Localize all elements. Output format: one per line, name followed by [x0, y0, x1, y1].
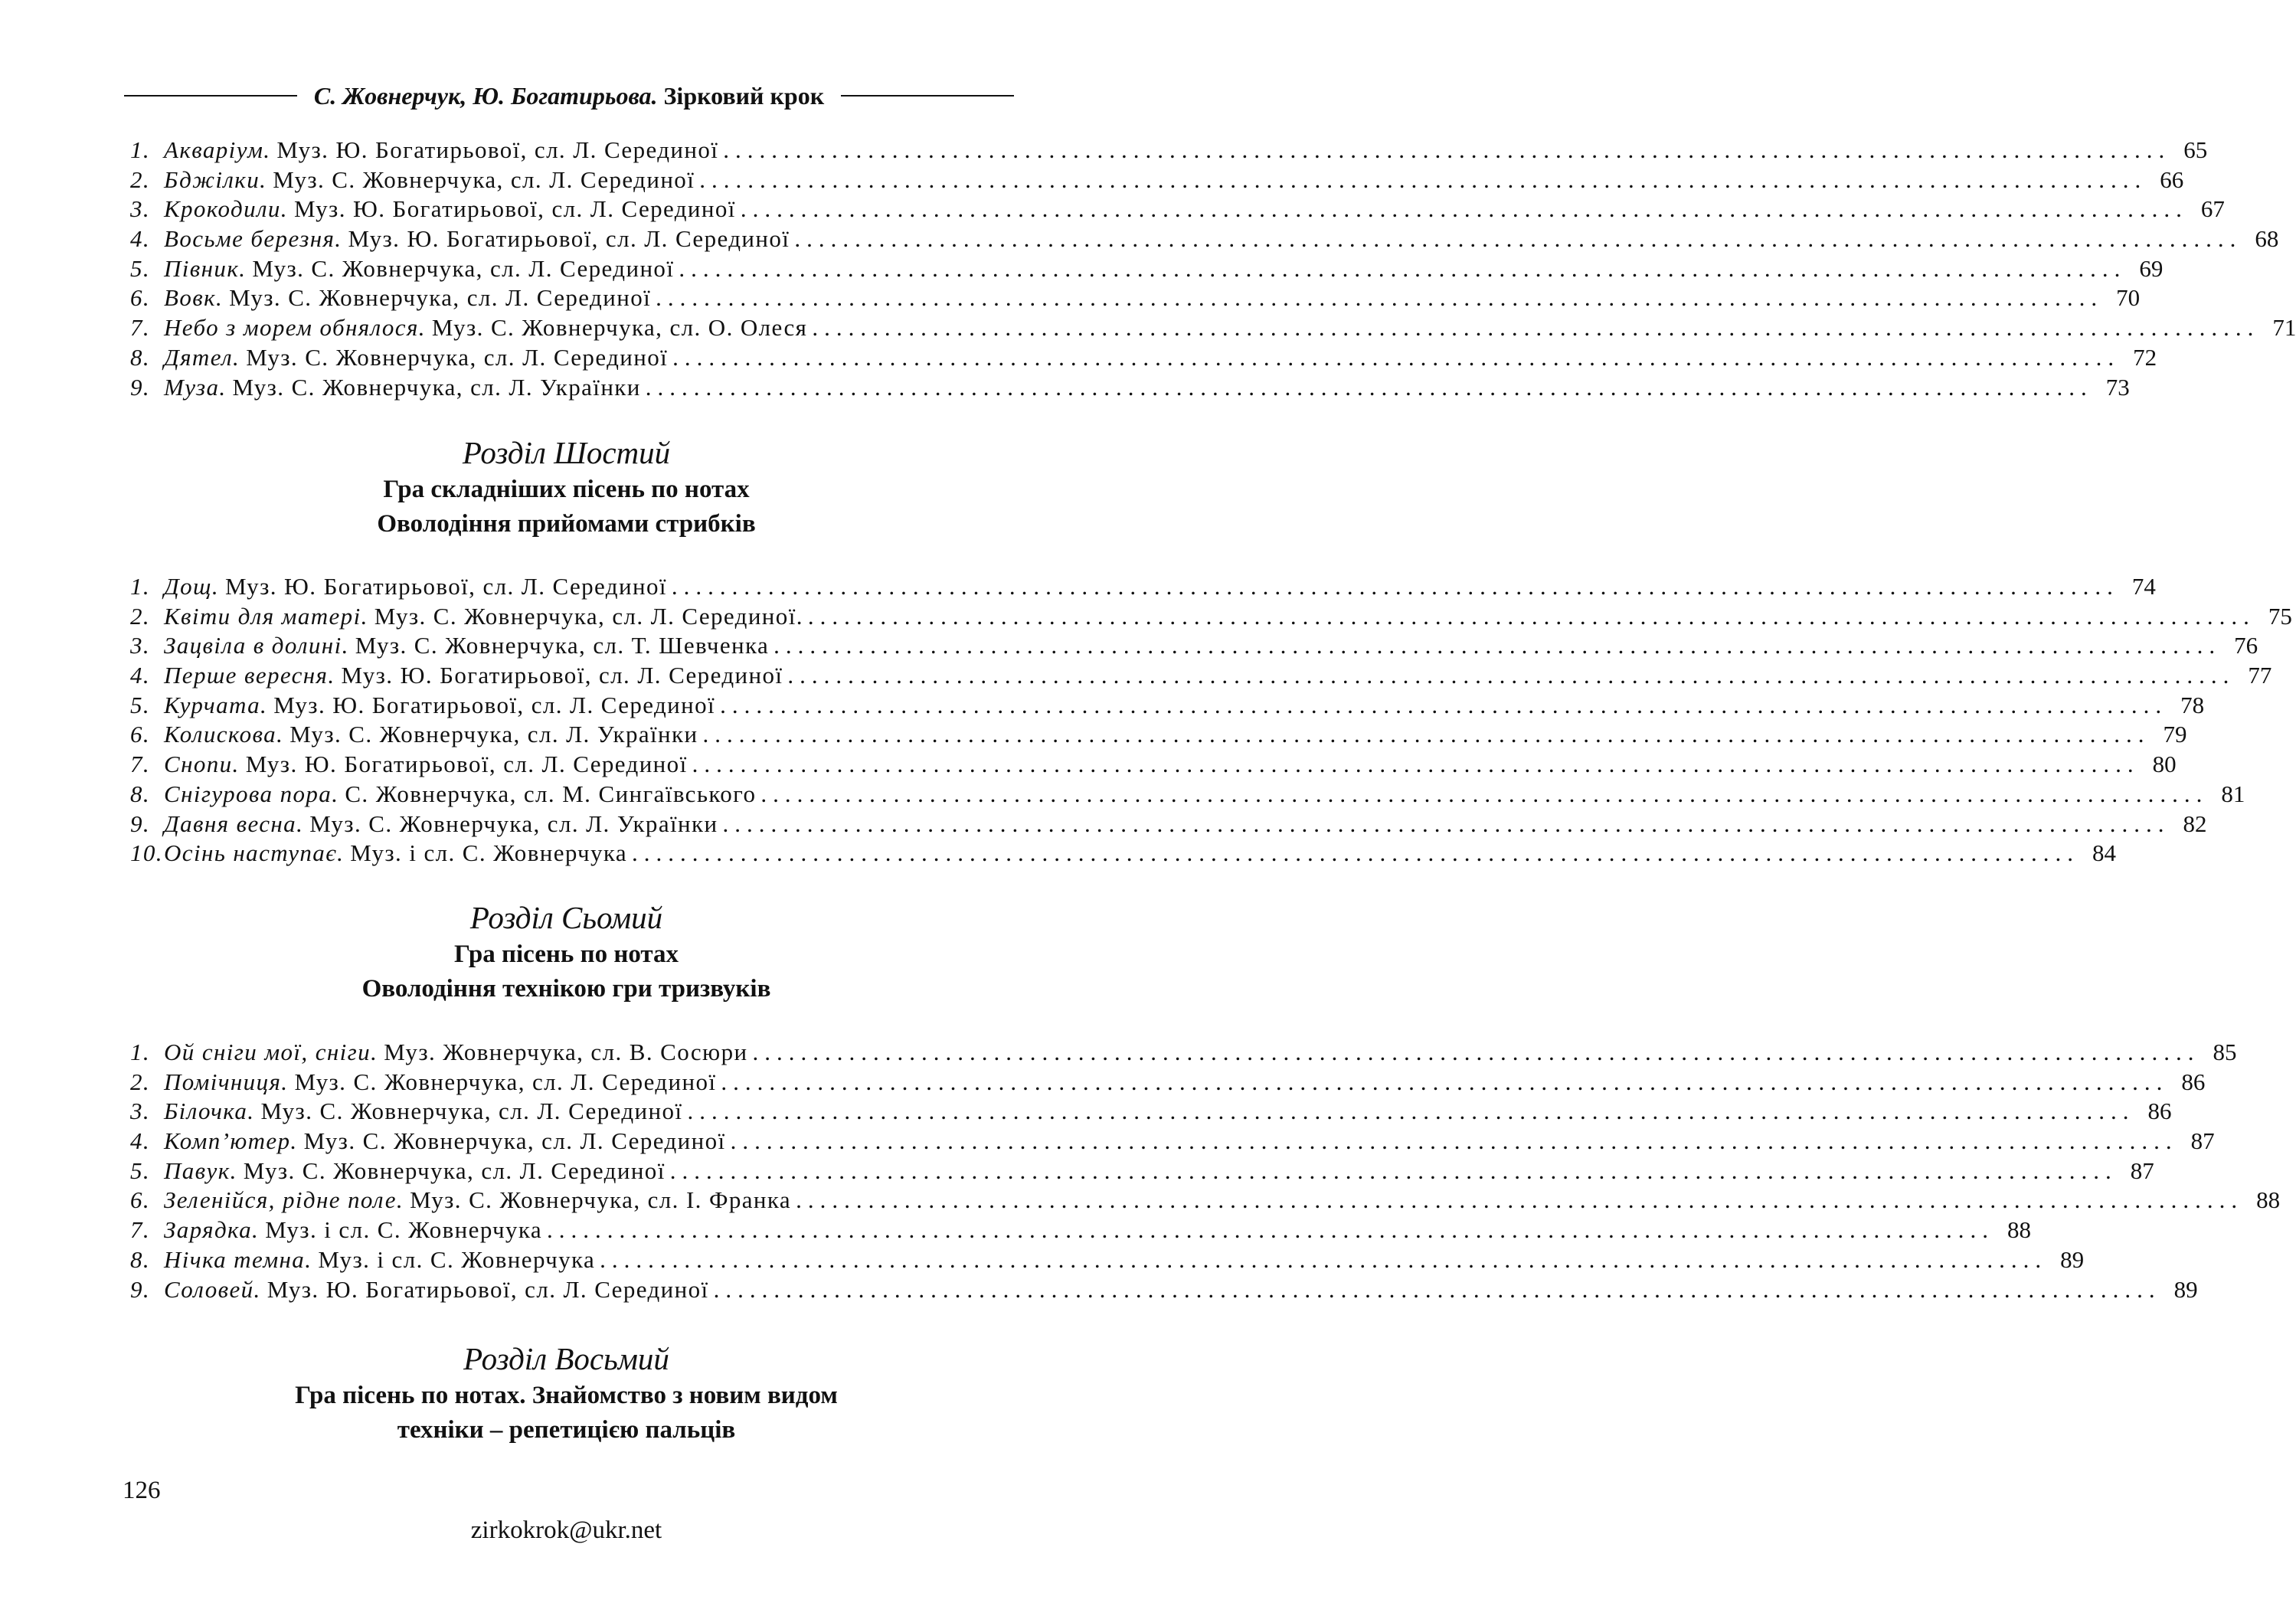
toc-entry-page: 86: [2147, 1098, 2172, 1125]
toc-entry-song-title: Павук.: [164, 1156, 237, 1184]
toc-entry-page: 69: [2139, 254, 2164, 282]
toc-entry-song-title: Ой сніги мої, сніги.: [164, 1039, 378, 1065]
toc-entry: [130, 602, 2292, 633]
toc-entry-credit: Муз. С. Жовнерчука, сл. Л. Серединої: [303, 1127, 726, 1155]
toc-leader-dots: ........................................................................................................................: [546, 1216, 1994, 1244]
toc-entry: [130, 1216, 2031, 1246]
toc-entry-song-title: Вовк.: [164, 284, 224, 312]
toc-entry: [130, 632, 2258, 662]
toc-entry-credit: Муз. і сл. С. Жовнерчука: [265, 1216, 542, 1244]
page-number: 126: [123, 1477, 161, 1504]
toc-entry-credit: Муз. С. Жовнерчука, сл. Т. Шевченка: [355, 632, 770, 659]
toc-leader-dots: ........................................................................................................................: [720, 691, 2168, 718]
toc-entry-number: 1.: [130, 573, 151, 600]
toc-entry-credit: Муз. С. Жовнерчука, сл. О. Олеся: [431, 314, 808, 342]
toc-entry-number: 6.: [130, 284, 151, 312]
toc-entry-song-title: Зарядка.: [164, 1216, 260, 1244]
toc-entry-credit: Муз. Ю. Богатирьової, сл. Л. Серединої: [341, 662, 783, 689]
section-subtitle: Оволодіння прийомами стрибків: [377, 510, 756, 538]
toc-leader-dots: ........................................................................................................................: [721, 1068, 2169, 1095]
toc-entry-song-title: Восьме березня.: [164, 225, 342, 253]
toc-entry-page: 89: [2173, 1275, 2198, 1303]
toc-entry-page: 85: [2213, 1039, 2237, 1065]
toc-entry-number: 9.: [130, 810, 151, 837]
section-subtitle: техніки – репетицією пальців: [397, 1416, 736, 1444]
toc-entry-credit: Муз. С. Жовнерчука, сл. Л. Серединої: [243, 1156, 666, 1184]
toc-entry-credit: Муз. С. Жовнерчука, сл. Л. Українки: [289, 721, 698, 748]
toc-leader-dots: ........................................................................................................................: [669, 1156, 2118, 1184]
toc-leader-dots: ........................................................................................................................: [600, 1245, 2048, 1273]
toc-entry-page: 68: [2255, 225, 2279, 253]
toc-entry-song-title: Снопи.: [164, 751, 240, 778]
toc-entry: [130, 1127, 2215, 1157]
toc-entry-song-title: Дощ.: [164, 573, 219, 600]
header-title: [297, 82, 841, 110]
toc-entry: [130, 165, 2184, 196]
toc-entry-page: 89: [2060, 1245, 2085, 1273]
toc-entry-credit: Муз. С. Жовнерчука, сл. Л. Серединої: [252, 254, 675, 282]
toc-entry-credit: Муз. Ю. Богатирьової, сл. Л. Серединої: [293, 195, 736, 223]
toc-entry: [130, 1068, 2206, 1098]
toc-entry: [130, 254, 2164, 285]
toc-leader-dots: ........................................................................................................................: [730, 1127, 2178, 1155]
toc-entry-page: 67: [2200, 195, 2225, 223]
toc-entry-number: 9.: [130, 1275, 151, 1303]
toc-entry-song-title: Бджілки.: [164, 165, 267, 193]
toc-entry-song-title: Білочка.: [164, 1098, 255, 1125]
toc-entry-page: 71: [2272, 314, 2296, 342]
toc-entry-credit: Муз. С. Жовнерчука, сл. Л. Серединої: [260, 1098, 683, 1125]
toc-entry-number: 8.: [130, 780, 151, 807]
toc-entry-page: 73: [2105, 373, 2130, 401]
toc-entry-credit: Муз. Ю. Богатирьової, сл. Л. Серединої: [273, 691, 716, 718]
toc-entry-number: 4.: [130, 662, 151, 689]
toc-entry-page: 75: [2268, 602, 2292, 630]
toc-entry-page: 88: [2007, 1216, 2031, 1244]
toc-entry: [130, 839, 2117, 869]
section-title: Розділ Шостий: [462, 435, 671, 470]
toc-entry-credit: Муз. Ю. Богатирьової, сл. Л. Серединої: [276, 136, 719, 163]
toc-entry-page: 87: [2130, 1156, 2154, 1184]
toc-entry-number: 3.: [130, 632, 151, 659]
toc-entry-number: 7.: [130, 1216, 151, 1244]
toc-entry-number: 1.: [130, 136, 151, 163]
header-rule-right: [841, 95, 1014, 97]
toc-entry-page: 66: [2160, 165, 2184, 193]
toc-list-part5: [130, 136, 2296, 403]
toc-entry-song-title: Нічка темна.: [164, 1245, 312, 1273]
toc-entry: [130, 225, 2279, 255]
toc-entry-number: 3.: [130, 195, 151, 223]
toc-entry-number: 1.: [130, 1039, 151, 1065]
toc-entry-number: 2.: [130, 602, 151, 630]
toc-entry-song-title: Муза.: [164, 373, 227, 401]
toc-entry-page: 82: [2183, 810, 2207, 837]
toc-entry-song-title: Давня весна.: [164, 810, 304, 837]
section-title: Розділ Восьмий: [463, 1341, 669, 1376]
toc-entry: [130, 314, 2296, 344]
toc-leader-dots: ........................................................................................................................: [752, 1039, 2200, 1065]
toc-entry-number: 2.: [130, 165, 151, 193]
toc-entry-page: 88: [2256, 1186, 2281, 1214]
toc-entry: [130, 1039, 2237, 1068]
toc-entry-song-title: Півник.: [164, 254, 247, 282]
toc-entry-song-title: Акваріум.: [164, 136, 271, 163]
running-header: [124, 77, 1014, 115]
section-subtitle: Гра пісень по нотах: [453, 941, 679, 968]
toc-entry: [130, 662, 2272, 692]
toc-entry-credit: Муз. і сл. С. Жовнерчука: [350, 839, 628, 867]
toc-entry-credit: Муз. і сл. С. Жовнерчука: [318, 1245, 596, 1273]
toc-leader-dots: ........................................................................................................................: [656, 284, 2104, 312]
toc-entry-song-title: Колискова.: [164, 721, 284, 748]
toc-entry-page: 74: [2131, 573, 2156, 600]
toc-leader-dots: ........................................................................................................................: [722, 810, 2170, 837]
toc-entry-credit: С. Жовнерчука, сл. М. Сингаївського: [345, 780, 757, 807]
toc-leader-dots: ........................................................................................................................: [760, 780, 2209, 807]
section-subtitle: Оволодіння технікою гри тризвуків: [361, 975, 771, 1003]
toc-leader-dots: ........................................................................................................................: [672, 343, 2121, 371]
section-subtitle: Гра пісень по нотах. Знайомство з новим видом: [295, 1382, 838, 1409]
toc-leader-dots: ........................................................................................................................: [679, 254, 2127, 282]
toc-entry-page: 84: [2092, 839, 2117, 867]
toc-entry-number: 6.: [130, 721, 151, 748]
toc-entry-page: 81: [2221, 780, 2245, 807]
toc-entry-page: 65: [2183, 136, 2208, 163]
toc-entry-song-title: Курчата.: [164, 691, 268, 718]
toc-entry-number: 2.: [130, 1068, 151, 1095]
toc-entry-song-title: Небо з морем обнялося.: [164, 314, 426, 342]
toc-entry-page: 86: [2181, 1068, 2206, 1095]
toc-entry-number: 5.: [130, 691, 151, 718]
toc-entry: [130, 780, 2245, 810]
toc-entry-song-title: Дятел.: [164, 343, 240, 371]
toc-entry-number: 7.: [130, 751, 151, 778]
footer-email: zirkokrok@ukr.net: [470, 1516, 662, 1544]
toc-entry-page: 76: [2234, 632, 2258, 659]
toc-entry: [130, 1186, 2281, 1216]
section-heading-7: [0, 898, 1133, 1006]
toc-leader-dots: ........................................................................................................................: [796, 1186, 2244, 1214]
toc-entry-number: 5.: [130, 254, 151, 282]
toc-entry-song-title: Осінь наступає.: [164, 839, 345, 867]
toc-leader-dots: ........................................................................................................................: [807, 602, 2255, 630]
toc-entry-credit: Муз. С. Жовнерчука, сл. Л. Серединої: [246, 343, 669, 371]
toc-entry-page: 78: [2180, 691, 2205, 718]
toc-entry-number: 7.: [130, 314, 151, 342]
toc-entry-credit: Муз. Ю. Богатирьової, сл. Л. Серединої: [267, 1275, 709, 1303]
toc-leader-dots: ........................................................................................................................: [632, 839, 2080, 867]
toc-entry-number: 8.: [130, 1245, 151, 1273]
toc-entry-page: 80: [2152, 751, 2177, 778]
toc-entry: [130, 1098, 2172, 1127]
toc-entry-credit: Муз. С. Жовнерчука, сл. Л. Серединої: [294, 1068, 717, 1095]
header-book: Зірковий крок: [663, 81, 825, 110]
toc-entry-song-title: Комп’ютер.: [164, 1127, 298, 1155]
toc-entry-song-title: Зацвіла в долині.: [164, 632, 349, 659]
toc-entry: [130, 373, 2130, 404]
toc-entry-credit: Муз. С. Жовнерчука, сл. Л. Серединої: [229, 284, 652, 312]
toc-entry: [130, 751, 2177, 780]
toc-entry: [130, 284, 2141, 314]
toc-leader-dots: ........................................................................................................................: [645, 373, 2093, 401]
header-authors: С. Жовнерчук, Ю. Богатирьова.: [313, 81, 658, 110]
toc-leader-dots: ........................................................................................................................: [812, 314, 2260, 342]
toc-leader-dots: ........................................................................................................................: [692, 751, 2140, 778]
toc-entry: [130, 1156, 2154, 1187]
toc-entry-page: 87: [2190, 1127, 2215, 1155]
section-title: Розділ Сьомий: [469, 900, 663, 935]
toc-leader-dots: ........................................................................................................................: [671, 573, 2119, 600]
toc-leader-dots: ........................................................................................................................: [713, 1275, 2161, 1303]
toc-entry-number: 5.: [130, 1156, 151, 1184]
toc-entry-page: 79: [2163, 721, 2187, 748]
toc-entry: [130, 343, 2157, 374]
toc-entry-page: 72: [2133, 343, 2157, 371]
toc-entry-number: 4.: [130, 1127, 151, 1155]
toc-leader-dots: ........................................................................................................................: [687, 1098, 2135, 1125]
toc-entry-page: 77: [2248, 662, 2272, 689]
toc-leader-dots: ........................................................................................................................: [723, 136, 2171, 163]
toc-list-part6: [130, 573, 2292, 869]
toc-entry-song-title: Зеленійся, рідне поле.: [164, 1186, 404, 1214]
toc-entry-number: 8.: [130, 343, 151, 371]
toc-list-part7: [130, 1039, 2281, 1305]
toc-entry-credit: Муз. С. Жовнерчука, сл. Л. Українки: [232, 373, 641, 401]
header-rule-left: [124, 95, 297, 97]
toc-entry-number: 9.: [130, 373, 151, 401]
toc-entry-number: 4.: [130, 225, 151, 253]
toc-entry: [130, 810, 2207, 840]
toc-entry-page: 70: [2116, 284, 2141, 312]
toc-entry-credit: Муз. Жовнерчука, сл. В. Сосюри: [384, 1039, 748, 1065]
toc-leader-dots: ........................................................................................................................: [787, 662, 2235, 689]
toc-entry: [130, 691, 2205, 721]
toc-entry-credit: Муз. Ю. Богатирьової, сл. Л. Серединої: [348, 225, 790, 253]
toc-entry: [130, 195, 2225, 225]
toc-leader-dots: ........................................................................................................................: [699, 165, 2147, 193]
toc-leader-dots: ........................................................................................................................: [740, 195, 2188, 223]
toc-entry-song-title: Крокодили.: [164, 195, 288, 223]
toc-entry: [130, 721, 2187, 751]
toc-entry-song-title: Квіти для матері.: [164, 602, 368, 630]
toc-leader-dots: ........................................................................................................................: [794, 225, 2242, 253]
toc-entry-credit: Муз. С. Жовнерчука, сл. Л. Серединої.: [374, 602, 803, 630]
toc-entry: [130, 573, 2156, 603]
toc-entry-number: 3.: [130, 1098, 151, 1125]
toc-entry-credit: Муз. Ю. Богатирьової, сл. Л. Серединої: [224, 573, 667, 600]
toc-entry-song-title: Помічниця.: [164, 1068, 289, 1095]
toc-entry-credit: Муз. С. Жовнерчука, сл. Л. Українки: [309, 810, 718, 837]
toc-entry: [130, 1245, 2085, 1276]
toc-entry-number: 6.: [130, 1186, 151, 1214]
toc-entry-song-title: Соловей.: [164, 1275, 261, 1303]
toc-entry-song-title: Перше вересня.: [164, 662, 335, 689]
toc-entry-song-title: Снігурова пора.: [164, 780, 339, 807]
section-subtitle: Гра складніших пісень по нотах: [383, 476, 750, 503]
toc-entry: [130, 1275, 2198, 1306]
toc-leader-dots: ........................................................................................................................: [702, 721, 2150, 748]
toc-entry-credit: Муз. Ю. Богатирьової, сл. Л. Серединої: [245, 751, 688, 778]
toc-entry: [130, 136, 2208, 166]
section-heading-8: [0, 1339, 1133, 1448]
section-heading-6: [0, 433, 1133, 541]
toc-entry-credit: Муз. С. Жовнерчука, сл. І. Франка: [410, 1186, 792, 1214]
toc-leader-dots: ........................................................................................................................: [774, 632, 2222, 659]
toc-entry-credit: Муз. С. Жовнерчука, сл. Л. Серединої: [273, 165, 695, 193]
toc-entry-number: 10.: [130, 839, 163, 867]
